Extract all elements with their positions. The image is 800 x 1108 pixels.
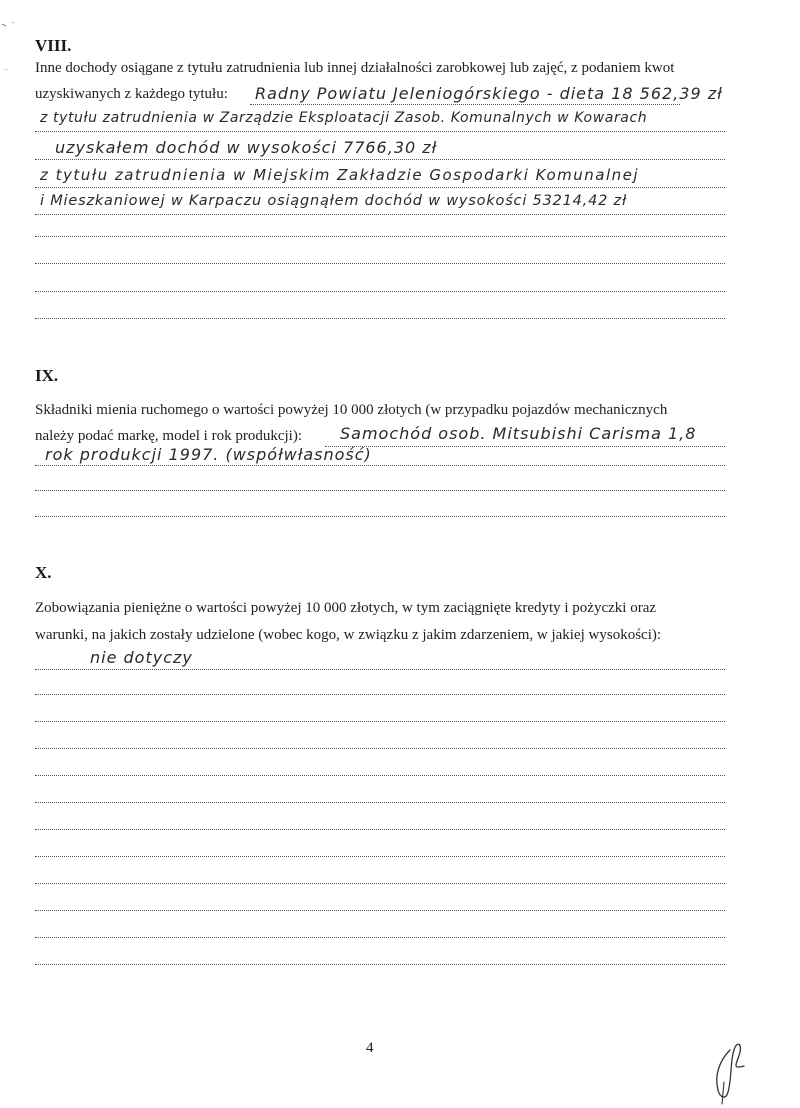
- page-number: 4: [366, 1040, 374, 1056]
- dotted-line: [35, 856, 725, 857]
- dotted-line: [35, 721, 725, 722]
- dotted-line: [35, 829, 725, 830]
- section-x-heading: X.: [35, 563, 52, 582]
- handwritten-entry: uzyskałem dochód w wysokości 7766,30 zł: [55, 138, 438, 157]
- handwritten-entry: nie dotyczy: [90, 648, 193, 667]
- scan-mark-icon: [0, 10, 20, 70]
- handwritten-entry: z tytułu zatrudnienia w Zarządzie Eksploatacji Zasob. Komunalnych w Kowarach: [40, 110, 648, 126]
- dotted-line: [35, 159, 725, 160]
- section-viii-text-line1: Inne dochody osiągane z tytułu zatrudnienia lub innej działalności zarobkowej lub zajęć, z podaniem kwot: [35, 60, 675, 76]
- dotted-line: [35, 187, 725, 188]
- dotted-line: [35, 694, 725, 695]
- section-x-text-line2: warunki, na jakich zostały udzielone (wobec kogo, w związku z jakim zdarzeniem, w jakiej wysokości):: [35, 627, 662, 643]
- dotted-line: [35, 516, 725, 517]
- dotted-line: [35, 291, 725, 292]
- section-x-text-line1: Zobowiązania pieniężne o wartości powyżej 10 000 złotych, w tym zaciągnięte kredyty i pożyczki oraz: [35, 600, 657, 616]
- dotted-line: [35, 748, 725, 749]
- section-viii-text-line2: uzyskiwanych z każdego tytułu:: [35, 86, 228, 102]
- dotted-line: [35, 910, 725, 911]
- dotted-line: [35, 236, 725, 237]
- dotted-line: [35, 214, 725, 215]
- section-ix-text-line2: należy podać markę, model i rok produkcji):: [35, 428, 302, 444]
- handwritten-entry: rok produkcji 1997. (współwłasność): [45, 445, 372, 464]
- handwritten-entry: Radny Powiatu Jeleniogórskiego - dieta 18 562,39 zł: [255, 84, 723, 103]
- dotted-line: [35, 263, 725, 264]
- handwritten-entry: Samochód osob. Mitsubishi Carisma 1,8: [340, 424, 697, 443]
- dotted-line: [35, 465, 725, 466]
- dotted-line: [35, 802, 725, 803]
- handwritten-entry: z tytułu zatrudnienia w Miejskim Zakładzie Gospodarki Komunalnej: [40, 166, 640, 184]
- dotted-line: [35, 937, 725, 938]
- signature-icon: [700, 1020, 760, 1105]
- dotted-line: [35, 131, 725, 132]
- section-ix-text-line1: Składniki mienia ruchomego o wartości powyżej 10 000 złotych (w przypadku pojazdów mechanicznych: [35, 402, 668, 418]
- section-viii-heading: VIII.: [35, 36, 72, 55]
- dotted-line: [250, 104, 680, 105]
- dotted-line: [35, 318, 725, 319]
- dotted-line: [35, 964, 725, 965]
- dotted-line: [35, 669, 725, 670]
- dotted-line: [325, 446, 725, 447]
- dotted-line: [35, 883, 725, 884]
- section-ix-heading: IX.: [35, 366, 59, 385]
- dotted-line: [35, 490, 725, 491]
- handwritten-entry: i Mieszkaniowej w Karpaczu osiągnąłem dochód w wysokości 53214,42 zł: [40, 193, 627, 209]
- dotted-line: [35, 775, 725, 776]
